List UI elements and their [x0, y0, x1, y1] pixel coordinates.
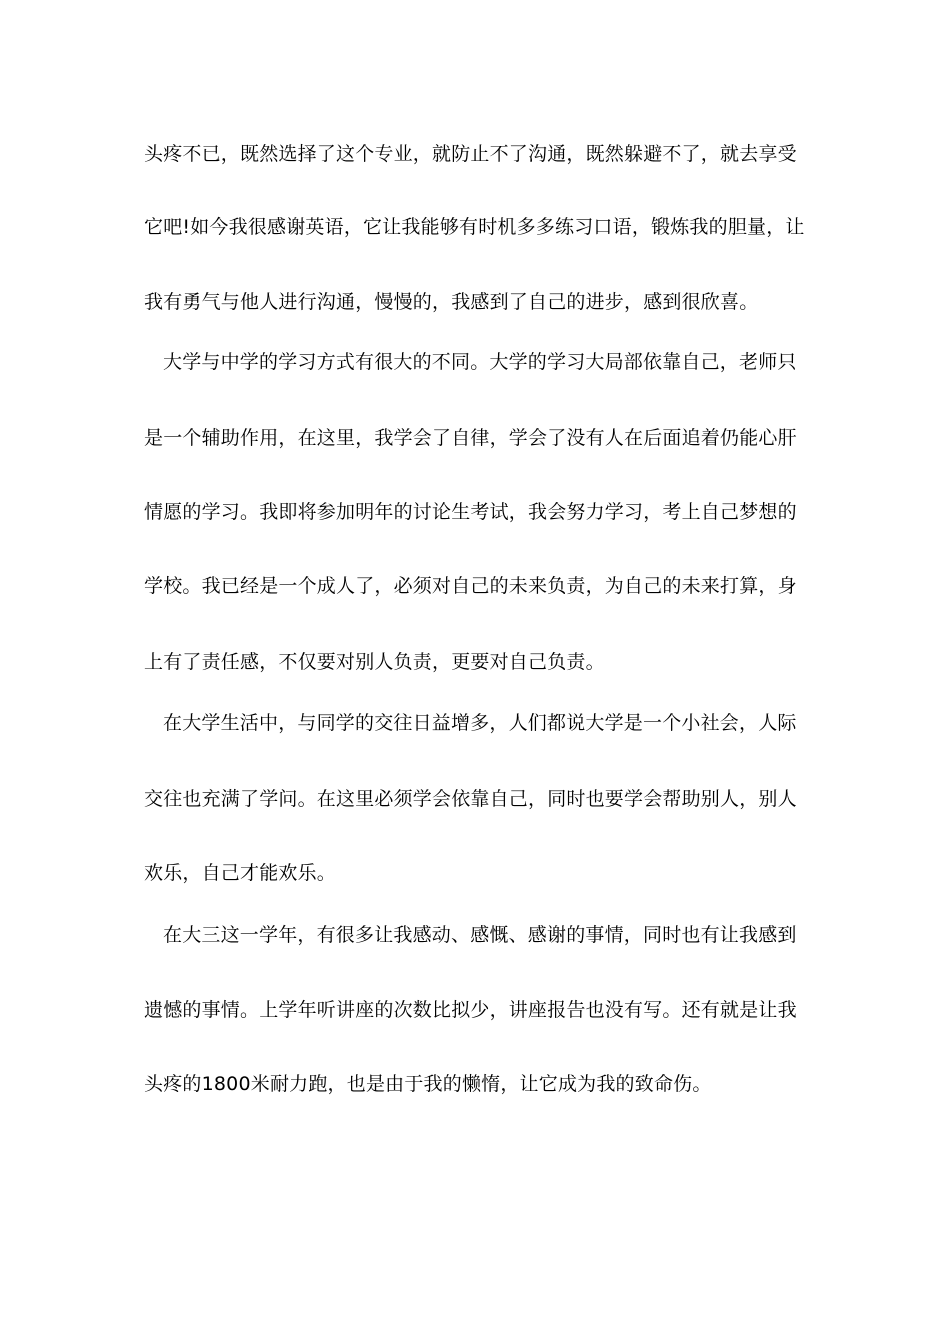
paragraph-first-line: 大学与中学的学习方式有很大的不同。大学的学习大局部依靠自己，老师只: [163, 351, 797, 373]
text-line: 头疼不已，既然选择了这个专业，就防止不了沟通，既然躲避不了，就去享受: [144, 143, 797, 165]
paragraph-first-line: 在大学生活中，与同学的交往日益增多，人们都说大学是一个小社会，人际: [163, 712, 797, 734]
paragraph-first-line: 在大三这一学年，有很多让我感动、感慨、感谢的事情，同时也有让我感到: [163, 924, 797, 946]
text-line: 我有勇气与他人进行沟通，慢慢的，我感到了自己的进步，感到很欣喜。: [144, 291, 759, 313]
text-line: 交往也充满了学问。在这里必须学会依靠自己，同时也要学会帮助别人，别人: [144, 788, 797, 810]
text-line: 情愿的学习。我即将参加明年的讨论生考试，我会努力学习，考上自己梦想的: [144, 501, 797, 523]
text-line: 头疼的1800米耐力跑，也是由于我的懒惰，让它成为我的致命伤。: [144, 1073, 712, 1095]
text-line: 学校。我已经是一个成人了，必须对自己的未来负责，为自己的未来打算，身: [144, 575, 797, 597]
text-line: 是一个辅助作用，在这里，我学会了自律，学会了没有人在后面追着仍能心肝: [144, 427, 797, 449]
text-line: 上有了责任感，不仅要对别人负责，更要对自己负责。: [144, 651, 605, 673]
text-line: 它吧!如今我很感谢英语，它让我能够有时机多多练习口语，锻炼我的胆量，让: [144, 216, 805, 238]
text-line: 欢乐，自己才能欢乐。: [144, 862, 337, 884]
text-line: 遗憾的事情。上学年听讲座的次数比拟少，讲座报告也没有写。还有就是让我: [144, 999, 797, 1021]
